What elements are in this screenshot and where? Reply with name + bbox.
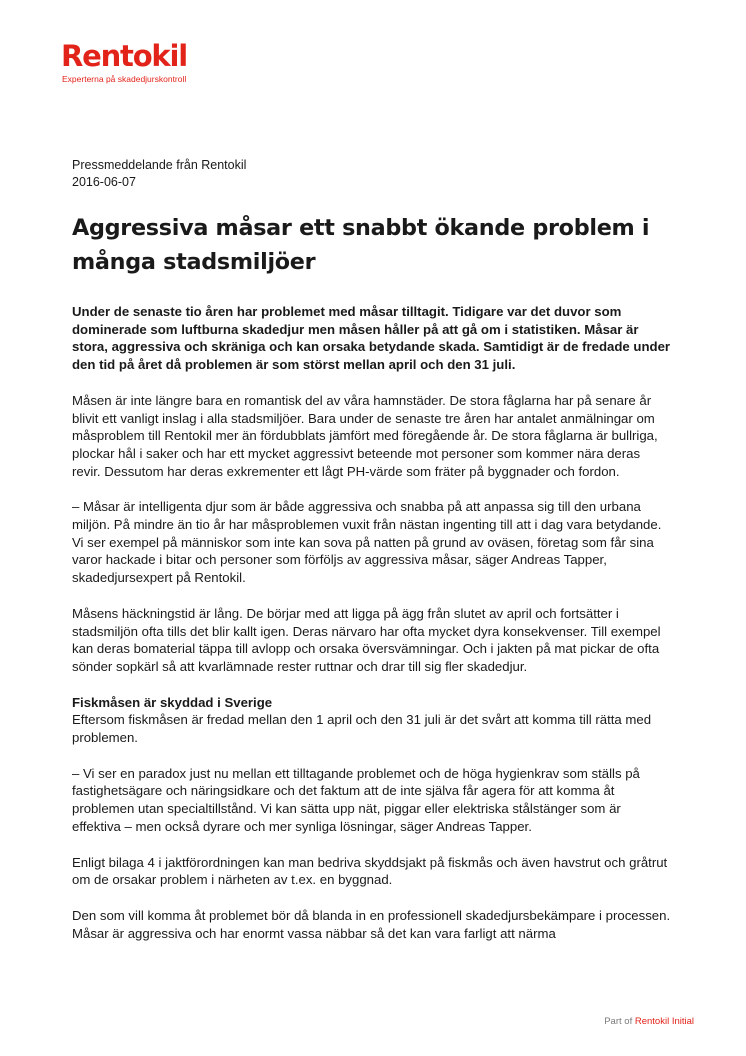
press-meta: [72, 157, 246, 191]
article-body: [72, 303, 672, 960]
footer-brand: [604, 1016, 694, 1027]
body-paragraph: Eftersom fiskmåsen är fredad mellan den 1 april och den 31 juli är det svårt att komma till rätta med problemen.: [72, 712, 652, 746]
section-heading: Fiskmåsen är skyddad i Sverige: [72, 694, 273, 710]
lead-paragraph: Under de senaste tio åren har problemet med måsar tilltagit. Tidigare var det duvor som dominerade som luftburna skadedjur men måsen håller på att gå om i statistiken. Måsar är stora, aggressiva och skräniga och kan orsaka betydande skada. Samtidigt är de fredade under den tid på året då problemen är som störst mellan april och den 31 juli.: [72, 304, 671, 373]
body-paragraph: – Måsar är intelligenta djur som är både aggressiva och snabba på att anpassa sig till den urbana miljön. På mindre än tio år har måsproblemen vuxit från nästan ingenting till att i dag vara betydande. Vi ser exempel på människor som inte kan sova på natten på grund av oväsen, företag som får sina varor hackade i bitar och personer som förföljs av aggressiva måsar, säger Andreas Tapper, skadedjursexpert på Rentokil.: [72, 499, 662, 586]
press-release-date: 2016-06-07: [72, 175, 136, 189]
logo-tagline: Experterna på skadedjurskontroll: [62, 74, 187, 84]
logo-wordmark: Rentokil: [61, 39, 187, 73]
footer-brand-name: Rentokil Initial: [634, 1016, 694, 1027]
page-title: Aggressiva måsar ett snabbt ökande problem i många stadsmiljöer: [72, 215, 650, 275]
footer-prefix: Part of: [604, 1016, 633, 1027]
body-paragraph: Måsens häckningstid är lång. De börjar med att ligga på ägg från slutet av april och fortsätter i stadsmiljön ofta tills det blir kallt igen. Deras närvaro har ofta mycket dyra konsekvenser. Till exempel kan deras bomaterial täppa till avlopp och orsaka översvämningar. Och i jakten på mat pickar de ofta sönder sopkärl så att kvarlämnade rester ruttnar och drar till sig fler skadedjur.: [72, 605, 661, 674]
body-paragraph: Måsen är inte längre bara en romantisk del av våra hamnstäder. De stora fåglarna har på senare år blivit ett vanligt inslag i alla stadsmiljöer. Bara under de senaste tre åren har antalet anmälningar om måsproblem till Rentokil mer än fördubblats jämfört med föregående år. De stora fåglarna är bullriga, plockar hål i saker och har ett mycket aggressivt beteende mot personer som kommer nära deras revir. Dessutom har deras exkrementer ett lågt PH-värde som fräter på byggnader och fordon.: [72, 392, 658, 479]
press-release-label: Pressmeddelande från Rentokil: [72, 158, 247, 172]
body-paragraph: Enligt bilaga 4 i jaktförordningen kan man bedriva skyddsjakt på fiskmås och även havstrut och gråtrut om de orsakar problem i närheten av t.ex. en byggnad.: [72, 854, 668, 888]
body-paragraph: Den som vill komma åt problemet bör då blanda in en professionell skadedjursbekämpare i processen. Måsar är aggressiva och har enormt vassa näbbar så det kan vara farligt att närma: [72, 907, 671, 941]
rentokil-logo: [61, 40, 187, 84]
body-paragraph: – Vi ser en paradox just nu mellan ett tilltagande problemet och de höga hygienkrav som ställs på fastighetsägare och näringsidkare och det faktum att de inte själva får agera för att komma åt problemen utan specialtillstånd. Vi kan sätta upp nät, piggar eller elektriska stålstänger som är effektiva – men också dyrare och mer synliga lösningar, säger Andreas Tapper.: [72, 765, 640, 834]
